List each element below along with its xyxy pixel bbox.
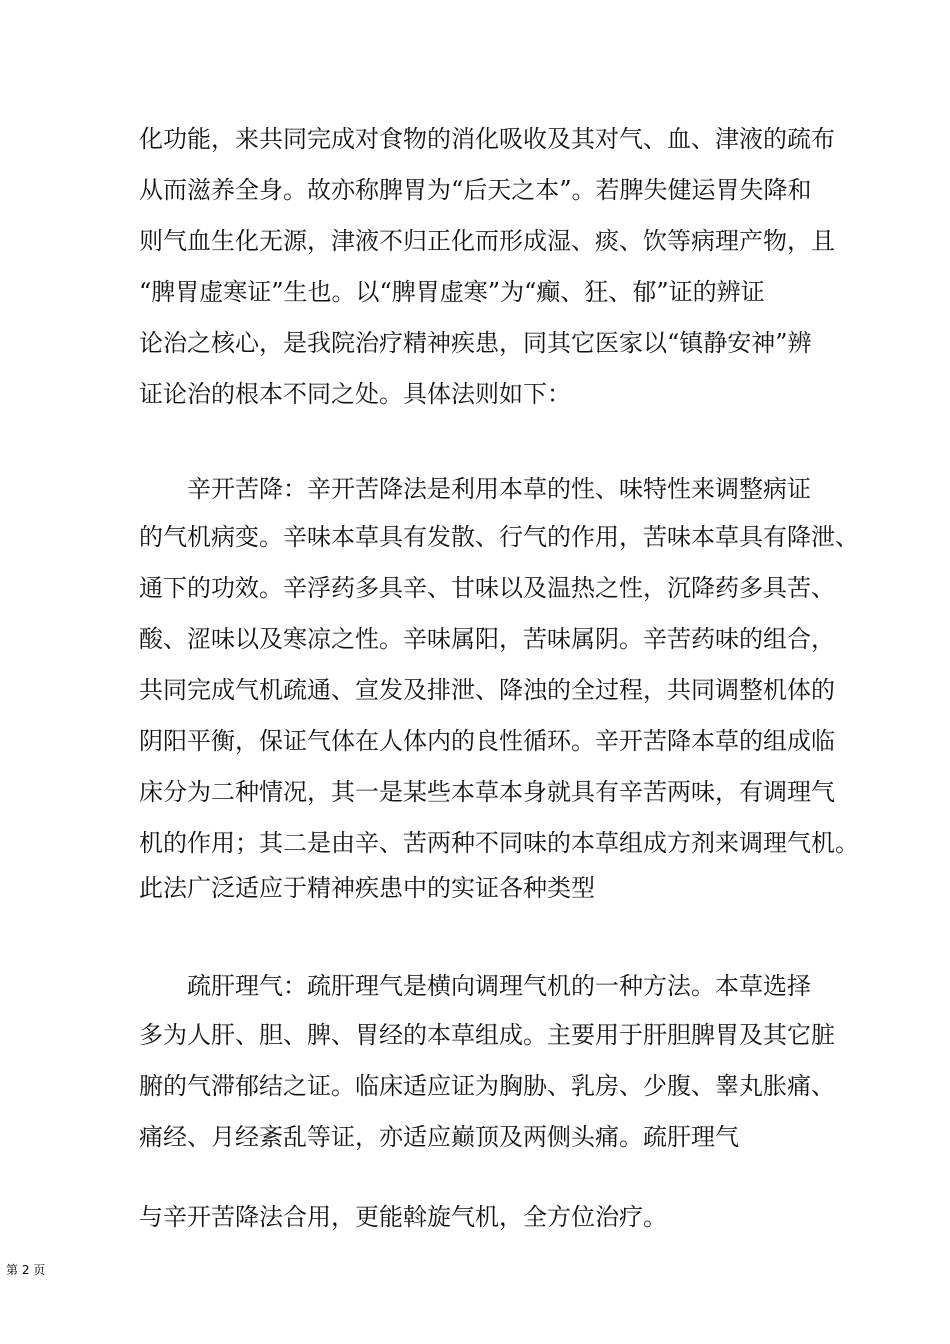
- paragraph-3-line-4: 痛经、月经紊乱等证，亦适应巅顶及两侧头痛。疏肝理气: [139, 1123, 739, 1151]
- paragraph-1-line-6: 证论治的根本不同之处。具体法则如下：: [139, 380, 571, 408]
- paragraph-2-line-5: 共同完成气机疏通、宣发及排泄、降浊的全过程，共同调整机体的: [139, 676, 835, 704]
- paragraph-2-line-8: 机的作用；其二是由辛、苦两种不同味的本草组成方剂来调理气机。: [139, 829, 859, 857]
- paragraph-1-line-5: 论治之核心，是我院治疗精神疾患，同其它医家以“镇静安神”辨: [139, 329, 812, 357]
- paragraph-1-line-3: 则气血生化无源，津液不归正化而形成湿、痰、饮等病理产物，且: [139, 227, 835, 255]
- paragraph-2-line-7: 床分为二种情况，其一是某些本草本身就具有辛苦两味，有调理气: [139, 778, 835, 806]
- paragraph-4-line-1: 与辛开苦降法合用，更能斡旋气机，全方位治疗。: [139, 1203, 667, 1231]
- paragraph-3-line-2: 多为人肝、胆、脾、胃经的本草组成。主要用于肝胆脾胃及其它脏: [139, 1021, 835, 1049]
- paragraph-2-line-6: 阴阳平衡，保证气体在人体内的良性循环。辛开苦降本草的组成临: [139, 727, 835, 755]
- paragraph-2-line-3: 通下的功效。辛浮药多具辛、甘味以及温热之性，沉降药多具苦、: [139, 574, 835, 602]
- paragraph-1-line-1: 化功能，来共同完成对食物的消化吸收及其对气、血、津液的疏布: [139, 125, 835, 153]
- paragraph-3-line-3: 腑的气滞郁结之证。临床适应证为胸胁、乳房、少腹、睾丸胀痛、: [139, 1072, 835, 1100]
- paragraph-2-line-9: 此法广泛适应于精神疾患中的实证各种类型: [139, 874, 595, 902]
- paragraph-1-line-4: “脾胃虚寒证”生也。以“脾胃虚寒”为“癫、狂、郁”证的辨证: [139, 278, 765, 306]
- paragraph-1-line-2: 从而滋养全身。故亦称脾胃为“后天之本”。若脾失健运胃失降和: [139, 176, 812, 204]
- paragraph-2-line-4: 酸、涩味以及寒凉之性。辛味属阳，苦味属阴。辛苦药味的组合，: [139, 625, 835, 653]
- paragraph-2-line-1: 辛开苦降：辛开苦降法是利用本草的性、味特性来调整病证: [187, 475, 811, 503]
- paragraph-3-line-1: 疏肝理气：疏肝理气是横向调理气机的一种方法。本草选择: [187, 972, 811, 1000]
- paragraph-2-line-2: 的气机病变。辛味本草具有发散、行气的作用，苦味本草具有降泄、: [139, 523, 859, 551]
- page-number: 第 2 页: [6, 1263, 46, 1277]
